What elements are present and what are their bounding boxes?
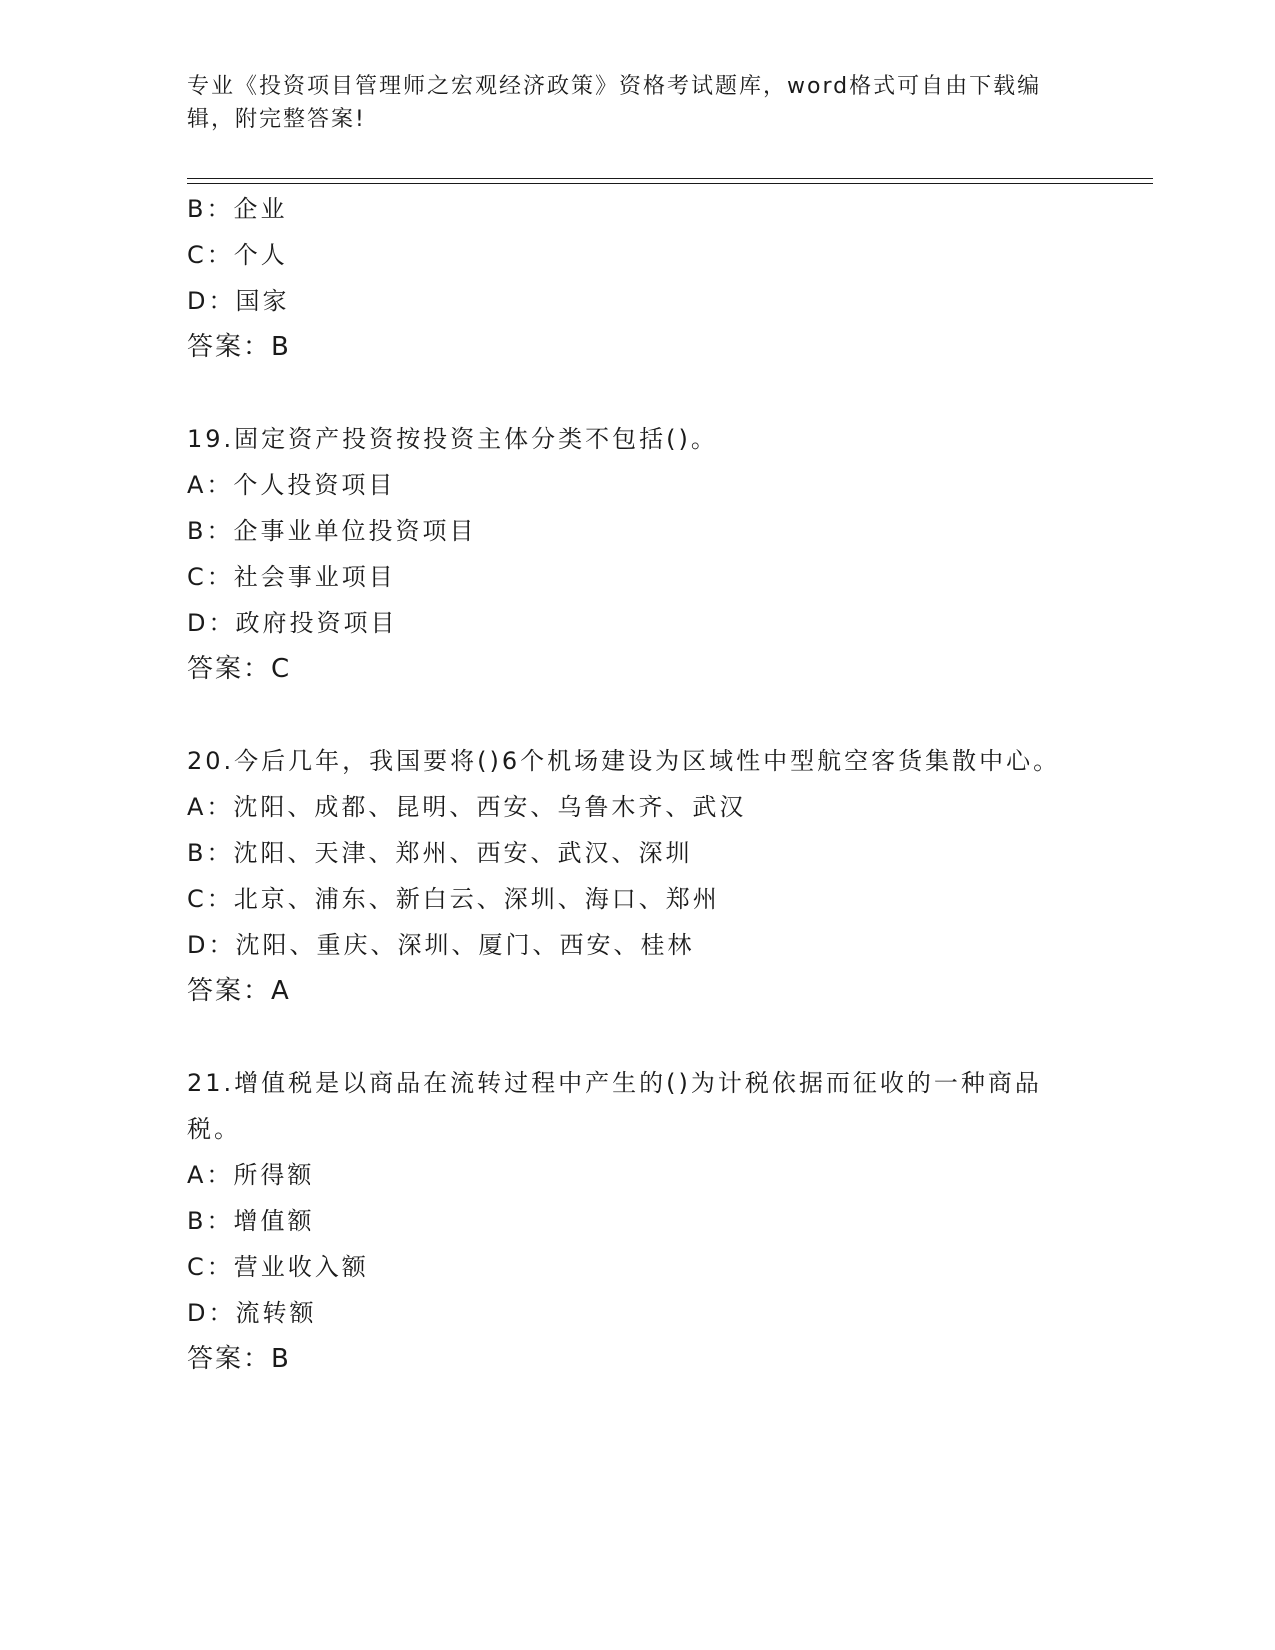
option-item: B：增值额 (187, 1207, 315, 1235)
option-item: D：流转额 (187, 1299, 317, 1327)
option-item: B：沈阳、天津、郑州、西安、武汉、深圳 (187, 839, 693, 867)
option-item: C：社会事业项目 (187, 563, 396, 591)
document-header (187, 70, 1067, 136)
answer-line: 答案：B (187, 1344, 291, 1374)
spacer (187, 370, 1087, 416)
question-stem: 21.增值税是以商品在流转过程中产生的()为计税依据而征收的一种商品税。 (187, 1069, 1042, 1143)
header-text: 专业《投资项目管理师之宏观经济政策》资格考试题库，word格式可自由下载编辑，附完整答案! (187, 74, 1042, 132)
option-item: B：企事业单位投资项目 (187, 517, 477, 545)
option-item: C：个人 (187, 241, 288, 269)
answer-line: 答案：A (187, 976, 291, 1006)
spacer (187, 692, 1087, 738)
option-item: C：北京、浦东、新白云、深圳、海口、郑州 (187, 885, 720, 913)
answer-line: 答案：B (187, 332, 291, 362)
option-item: D：政府投资项目 (187, 609, 398, 637)
question-stem: 19.固定资产投资按投资主体分类不包括()。 (187, 425, 718, 453)
question-stem: 20.今后几年，我国要将()6个机场建设为区域性中型航空客货集散中心。 (187, 747, 1061, 775)
question-list (187, 186, 1087, 1382)
option-item: A：所得额 (187, 1161, 315, 1189)
option-item: A：沈阳、成都、昆明、西安、乌鲁木齐、武汉 (187, 793, 747, 821)
header-rule-bottom (187, 183, 1153, 184)
header-rule-top (187, 178, 1153, 179)
option-item: D：国家 (187, 287, 290, 315)
option-item: D：沈阳、重庆、深圳、厦门、西安、桂林 (187, 931, 695, 959)
spacer (187, 1014, 1087, 1060)
option-item: A：个人投资项目 (187, 471, 396, 499)
option-item: C：营业收入额 (187, 1253, 369, 1281)
answer-line: 答案：C (187, 654, 292, 684)
option-item: B：企业 (187, 195, 288, 223)
